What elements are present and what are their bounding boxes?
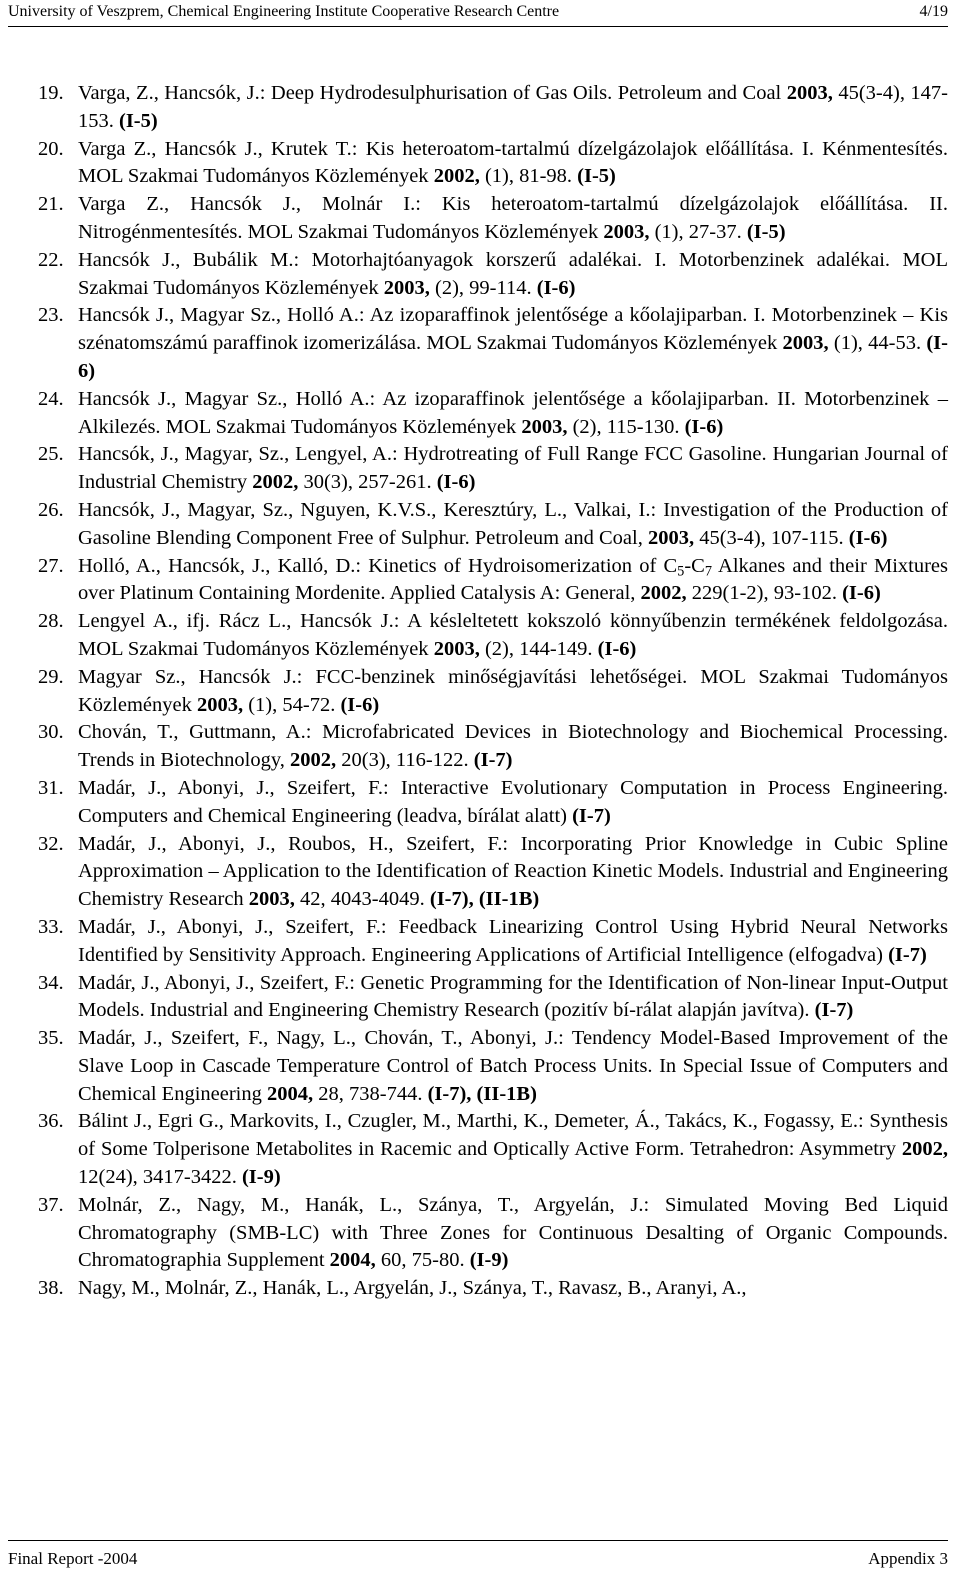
reference-bold-segment: (I-6)	[78, 332, 948, 382]
reference-segment: Hancsók J., Magyar Sz., Holló A.: Az izoparaffinok jelentősége a kőolajiparban. II. Motorbenzinek – Alkilezés. MOL Szakmai Tudományos Közlemények	[78, 387, 948, 438]
reference-bold-segment: 2002,	[290, 749, 337, 772]
reference-bold-segment: 2004,	[267, 1082, 314, 1105]
reference-item	[38, 970, 948, 1026]
reference-segment: Magyar Sz., Hancsók J.: FCC-benzinek minőségjavítási lehetőségei. MOL Szakmai Tudományos Közlemények	[78, 665, 948, 716]
reference-segment: (1), 81-98.	[479, 165, 578, 188]
reference-bold-segment: (I-5)	[577, 165, 616, 188]
reference-segment: (1), 44-53.	[828, 332, 927, 355]
reference-bold-segment: 2004,	[329, 1249, 376, 1272]
reference-segment: Madár, J., Abonyi, J., Roubos, H., Szeifert, F.: Incorporating Prior Knowledge in Cubic Spline Approximation – Application to the Identification of Reaction Kinetic Models. Industrial and Engineering Chemistry Research	[78, 832, 948, 911]
reference-segment: Madár, J., Abonyi, J., Szeifert, F.: Genetic Programming for the Identification of Non-linear Input-Output Models. Industrial and Engineering Chemistry Research (pozitív bí-rálat alapján javítva).	[78, 971, 948, 1022]
reference-segment: 28, 738-744.	[313, 1082, 428, 1105]
reference-item	[38, 1025, 948, 1108]
reference-bold-segment: (I-5)	[119, 109, 158, 132]
reference-bold-segment: 2002,	[640, 582, 687, 605]
reference-segment: 42, 4043-4049.	[294, 888, 430, 911]
reference-bold-segment: 2003,	[647, 526, 695, 549]
reference-segment: Chován, T., Guttmann, A.: Microfabricated Devices in Biotechnology and Biochemical Processing. Trends in Biotechnology,	[78, 721, 948, 772]
reference-segment: 12(24), 3417-3422.	[78, 1166, 242, 1189]
reference-segment: Varga Z., Hancsók J., Krutek T.: Kis heteroatom-tartalmú dízelgázolajok előállítása. I. Kénmentesítés. MOL Szakmai Tudományos Közlemények	[78, 137, 948, 188]
reference-text	[78, 775, 948, 831]
reference-bold-segment: (I-7), (II-1B)	[429, 888, 540, 911]
reference-item	[38, 1108, 948, 1191]
reference-bold-segment: (I-6)	[436, 471, 476, 494]
reference-text	[78, 608, 948, 664]
reference-segment: Hancsók, J., Magyar, Sz., Nguyen, K.V.S., Keresztúry, L., Valkai, I.: Investigation of the Production of Gasoline Blending Component Free of Sulphur. Petroleum and Coal,	[78, 498, 948, 549]
reference-list	[38, 80, 948, 1303]
reference-segment: Varga Z., Hancsók J., Molnár I.: Kis heteroatom-tartalmú dízelgázolajok előállítása. II. Nitrogénmentesítés. MOL Szakmai Tudományos Közlemények	[78, 193, 948, 243]
page-number: 4/19	[919, 3, 948, 20]
reference-segment: 60, 75-80.	[375, 1249, 470, 1272]
reference-bold-segment: (I-6)	[848, 526, 888, 549]
reference-segment: Hancsók, J., Magyar, Sz., Lengyel, A.: Hydrotreating of Full Range FCC Gasoline. Hungarian Journal of Industrial Chemistry	[78, 443, 948, 494]
reference-item	[38, 664, 948, 720]
reference-number: 33.	[38, 915, 64, 938]
reference-number: 25.	[38, 443, 64, 466]
reference-item	[38, 775, 948, 831]
reference-text	[78, 664, 948, 720]
page-footer	[8, 1540, 948, 1578]
reference-text	[78, 136, 948, 192]
reference-number: 27.	[38, 554, 64, 577]
reference-text	[78, 553, 948, 609]
reference-subscript: 7	[704, 563, 712, 580]
reference-segment: Varga, Z., Hancsók, J.: Deep Hydrodesulphurisation of Gas Oils. Petroleum and Coal	[78, 82, 787, 104]
reference-segment: Molnár, Z., Nagy, M., Hanák, L., Szánya, T., Argyelán, J.: Simulated Moving Bed Liquid Chromatography (SMB-LC) with Three Zones for Continuous Desalting of Organic Compounds. Chromatographia Supplement	[78, 1193, 948, 1272]
reference-item	[38, 191, 948, 247]
reference-text	[78, 191, 948, 247]
appendix-label: Appendix 3	[868, 1549, 948, 1568]
reference-number: 22.	[38, 248, 64, 271]
reference-bold-segment: 2002,	[433, 165, 480, 188]
reference-item	[38, 608, 948, 664]
reference-number: 30.	[38, 721, 64, 744]
reference-number: 37.	[38, 1193, 64, 1216]
reference-item	[38, 441, 948, 497]
reference-number: 32.	[38, 832, 64, 855]
reference-bold-segment: (I-5)	[746, 220, 786, 243]
reference-segment: 20(3), 116-122.	[336, 749, 474, 772]
reference-text	[78, 914, 948, 970]
reference-bold-segment: (I-6)	[684, 415, 724, 438]
reference-segment: Bálint J., Egri G., Markovits, I., Czugler, M., Marthi, K., Demeter, Á., Takács, K., Fogassy, E.: Synthesis of Some Tolperisone Metabolites in Racemic and Optically Active Form. Tetrahedron: Asymmetry	[78, 1110, 948, 1161]
reference-number: 38.	[38, 1277, 64, 1300]
reference-segment: Lengyel A., ifj. Rácz L., Hancsók J.: A késleltetett kokszoló könnyűbenzin termékének feldolgozása. MOL Szakmai Tudományos Közlemények	[78, 610, 948, 660]
reference-text	[78, 970, 948, 1026]
reference-text	[78, 80, 948, 136]
reference-segment: 30(3), 257-261.	[298, 471, 437, 494]
reference-item	[38, 831, 948, 914]
reference-item	[38, 136, 948, 192]
reference-bold-segment: (I-9)	[241, 1166, 281, 1189]
reference-number: 31.	[38, 776, 64, 799]
reference-segment: Madár, J., Abonyi, J., Szeifert, F.: Interactive Evolutionary Computation in Process Engineering. Computers and Chemical Engineering (leadva, bírálat alatt)	[78, 776, 948, 827]
reference-segment: (1), 54-72.	[243, 693, 341, 716]
institution-name: University of Veszprem, Chemical Engineering Institute Cooperative Research Centre	[8, 3, 560, 20]
reference-segment: 45(3-4), 107-115.	[694, 526, 849, 549]
reference-bold-segment: (I-7)	[473, 749, 513, 772]
reference-number: 34.	[38, 971, 64, 994]
reference-segment: (2), 144-149.	[479, 637, 598, 660]
reference-segment: (1), 27-37.	[649, 220, 747, 243]
reference-number: 28.	[38, 610, 64, 633]
reference-segment: (2), 99-114.	[429, 276, 537, 299]
page-header	[8, 0, 948, 27]
reference-text	[78, 831, 948, 914]
reference-segment: -C	[684, 554, 705, 577]
reference-number: 29.	[38, 665, 64, 688]
reference-segment: Hancsók J., Bubálik M.: Motorhajtóanyagok korszerű adalékai. I. Motorbenzinek adalékai. MOL Szakmai Tudományos Közlemények	[78, 248, 948, 299]
reference-number: 20.	[38, 137, 64, 160]
reference-segment: (2), 115-130.	[567, 415, 685, 438]
reference-bold-segment: 2002,	[901, 1138, 948, 1161]
reference-bold-segment: 2002,	[252, 471, 299, 494]
reference-text	[78, 441, 948, 497]
reference-number: 19.	[38, 82, 64, 104]
reference-number: 35.	[38, 1027, 64, 1050]
reference-bold-segment: 2003,	[433, 637, 480, 660]
reference-bold-segment: (I-6)	[340, 693, 380, 716]
reference-text	[78, 247, 948, 303]
reference-bold-segment: (I-9)	[469, 1249, 509, 1272]
reference-bold-segment: (I-7)	[888, 943, 927, 966]
reference-text	[78, 302, 948, 385]
reference-segment: Hancsók J., Magyar Sz., Holló A.: Az izoparaffinok jelentősége a kőolajiparban. I. Motorbenzinek – Kis szénatomszámú paraffinok izomerizálása. MOL Szakmai Tudományos Közlemények	[78, 304, 948, 355]
reference-text	[78, 386, 948, 442]
reference-item	[38, 1192, 948, 1275]
reference-bold-segment: (I-6)	[536, 276, 576, 299]
reference-bold-segment: (I-7)	[814, 999, 854, 1022]
reference-text	[78, 1108, 948, 1191]
reference-bold-segment: 2003,	[383, 276, 430, 299]
reference-item	[38, 914, 948, 970]
reference-text	[78, 1192, 948, 1275]
reference-item	[38, 719, 948, 775]
reference-segment: Madár, J., Abonyi, J., Szeifert, F.: Feedback Linearizing Control Using Hybrid Neural Networks Identified by Sensitivity Approach. Engineering Applications of Artificial Intelligence (elfogadva)	[78, 915, 948, 966]
reference-item	[38, 302, 948, 385]
reference-text	[78, 497, 948, 553]
reference-item	[38, 247, 948, 303]
reference-segment: 45(3-4), 147-153.	[78, 82, 949, 132]
reference-bold-segment: 2003,	[786, 82, 833, 104]
reference-bold-segment: 2003,	[196, 693, 244, 716]
reference-bold-segment: 2003,	[603, 220, 650, 243]
reference-number: 36.	[38, 1110, 64, 1133]
reference-text	[78, 1025, 948, 1108]
reference-number: 26.	[38, 498, 64, 521]
reference-item	[38, 80, 948, 136]
report-title: Final Report -2004	[8, 1549, 138, 1568]
reference-number: 24.	[38, 387, 64, 410]
reference-item	[38, 497, 948, 553]
reference-bold-segment: 2003,	[782, 332, 829, 355]
reference-text	[78, 719, 948, 775]
reference-number: 21.	[38, 193, 64, 216]
reference-item	[38, 1275, 948, 1303]
reference-segment: 229(1-2), 93-102.	[686, 582, 843, 605]
reference-bold-segment: (I-7)	[572, 804, 611, 827]
reference-bold-segment: 2003,	[521, 415, 568, 438]
reference-bold-segment: 2003,	[248, 888, 295, 911]
reference-number: 23.	[38, 304, 64, 327]
reference-bold-segment: (I-7), (II-1B)	[427, 1082, 537, 1105]
reference-subscript: 5	[677, 563, 685, 580]
reference-item	[38, 553, 948, 609]
reference-item	[38, 386, 948, 442]
reference-text	[78, 1275, 948, 1303]
reference-segment: Nagy, M., Molnár, Z., Hanák, L., Argyelán, J., Szánya, T., Ravasz, B., Aranyi, A.,	[78, 1277, 747, 1300]
reference-segment: Madár, J., Szeifert, F., Nagy, L., Chován, T., Abonyi, J.: Tendency Model-Based Improvement of the Slave Loop in Cascade Temperature Control of Batch Process Units. In Special Issue of Computers and Chemical Engineering	[78, 1027, 948, 1105]
reference-bold-segment: (I-6)	[842, 582, 881, 605]
reference-segment: Holló, A., Hancsók, J., Kalló, D.: Kinetics of Hydroisomerization of C	[78, 554, 678, 577]
reference-bold-segment: (I-6)	[597, 637, 637, 660]
reference-segment: Alkanes and their Mixtures over Platinum Containing Mordenite. Applied Catalysis A: General,	[78, 554, 949, 605]
